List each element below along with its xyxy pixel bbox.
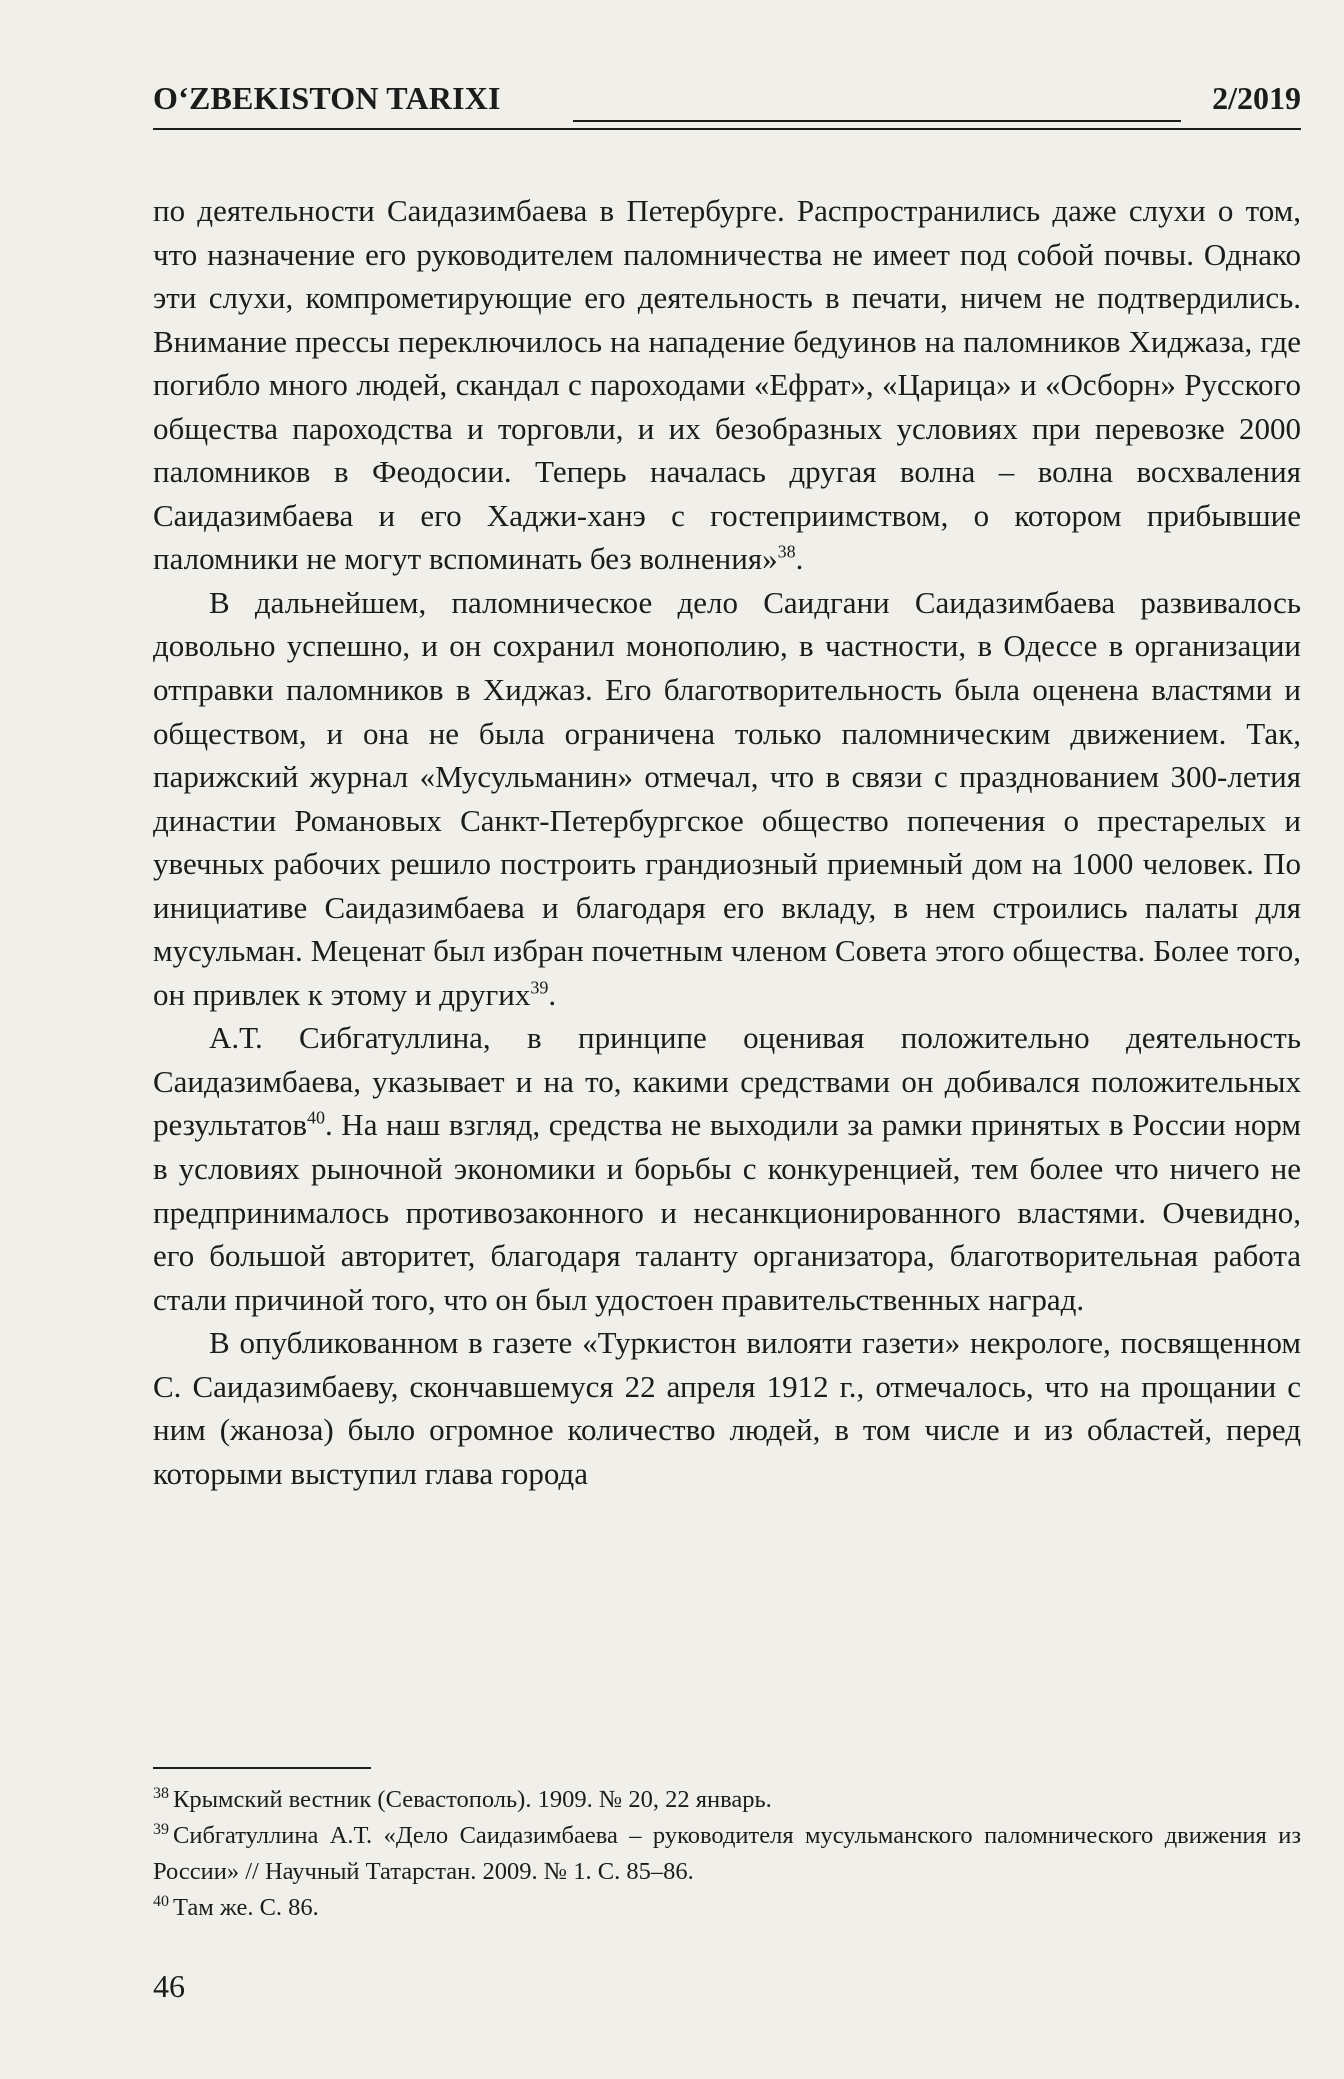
issue-number: 2/2019 — [1212, 80, 1301, 116]
running-header — [153, 78, 1301, 130]
footnote-text: Сибгатуллина А.Т. «Дело Саидазимбаева – руководителя мусульманского паломнического движения из России» // Научный Татарстан. 2009. № 1. С. 85–86. — [153, 1822, 1301, 1885]
paragraph: В дальнейшем, паломническое дело Саидгани Саидазимбаева развивалось довольно успешно, и он сохранил монополию, в частности, в Одессе в организации отправки паломников в Хиджаз. Его благотворительность была оценена властями и обществом, и она не была ограничена только паломническим движением. Так, парижский журнал «Мусульманин» отмечал, что в связи с празднованием 300-летия династии Романовых Санкт-Петербургское общество попечения о престарелых и увечных рабочих решило построить грандиозный приемный дом на 1000 человек. По инициативе Саидазимбаева и благодаря его вкладу, в нем строились палаты для мусульман. Меценат был избран почетным членом Совета этого общества. Более того, он привлек к этому и других$^{39}$. — [153, 584, 1301, 1012]
footnotes — [153, 1782, 1301, 1926]
header-divider — [153, 128, 1301, 130]
footnote-ref: 38 — [777, 542, 796, 563]
footnote — [153, 1818, 1301, 1890]
footnote-ref: 40 — [306, 1108, 325, 1129]
article-body — [153, 189, 1301, 1495]
footnote-separator — [153, 1767, 371, 1769]
footnote-number: 40 — [153, 1892, 169, 1910]
footnote-ref: 39 — [530, 977, 549, 998]
footnote-number: 38 — [153, 1784, 169, 1802]
footnote-number: 39 — [153, 1820, 169, 1838]
footnote — [153, 1890, 1301, 1926]
header-rule — [573, 120, 1181, 122]
footnote-text: Там же. С. 86. — [173, 1894, 319, 1921]
journal-title: O‘ZBEKISTON TARIXI — [153, 80, 501, 116]
footnote-text: Крымский вестник (Севастополь). 1909. № 20, 22 январь. — [173, 1786, 772, 1813]
paragraph: А.Т. Сибгатуллина, в принципе оценивая положительно деятельность Саидазимбаева, указывает и на то, какими средствами он добивался положительных результатов$^{40}$. На наш взгляд, средства не выходили за рамки принятых в России норм в условиях рыночной экономики и борьбы с конкуренцией, тем более что ничего не предпринималось противозаконного и несанкционированного властями. Очевидно, его большой авторитет, благодаря таланту организатора, благотворительная работа стали причиной того, что он был удостоен правительственных наград. — [153, 1020, 1301, 1317]
page-number: 46 — [153, 1968, 185, 2004]
paragraph: по деятельности Саидазимбаева в Петербурге. Распространились даже слухи о том, что назначение его руководителем паломничества не имеет под собой почвы. Однако эти слухи, компрометирующие его деятельность в печати, ничем не подтвердились. Внимание прессы переключилось на нападение бедуинов на паломников Хиджаза, где погибло много людей, скандал с пароходами «Ефрат», «Царица» и «Осборн» Русского общества пароходства и торговли, и их безобразных условиях при перевозке 2000 паломников в Феодосии. Теперь началась другая волна – волна восхваления Саидазимбаева и его Хаджи-ханэ с гостеприимством, о котором прибывшие паломники не могут вспоминать без волнения»$^{38}$. — [153, 193, 1301, 577]
footnote — [153, 1782, 1301, 1818]
paragraph: В опубликованном в газете «Туркистон вилояти газети» некрологе, посвященном С. Саидазимбаеву, скончавшемуся 22 апреля 1912 г., отмечалось, что на прощании с ним (жаноза) было огромное количество людей, в том числе и из областей, перед которыми выступил глава города — [153, 1325, 1301, 1491]
